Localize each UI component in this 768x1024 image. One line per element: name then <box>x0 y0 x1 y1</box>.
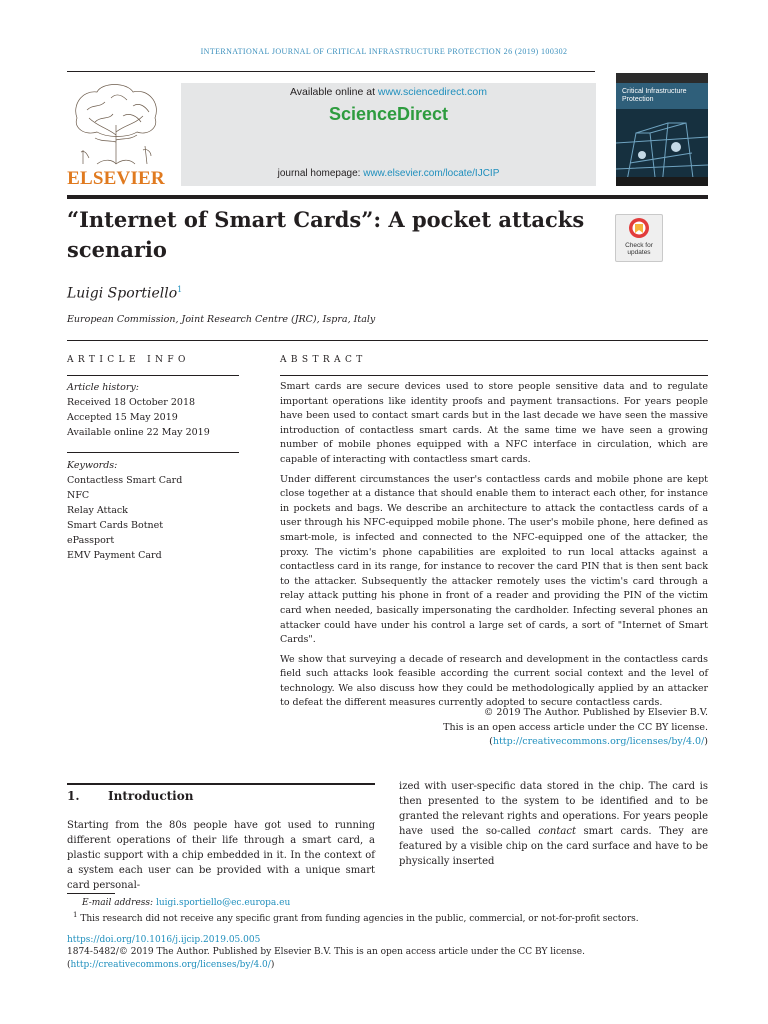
elsevier-tree-icon <box>67 80 165 166</box>
check-updates-icon <box>616 215 662 243</box>
sciencedirect-link[interactable]: www.sciencedirect.com <box>377 86 488 98</box>
elsevier-wordmark: ELSEVIER <box>67 168 165 189</box>
abstract-body <box>280 380 708 716</box>
rights-license-link[interactable]: http://creativecommons.org/licenses/by/4.0/ <box>70 960 271 970</box>
keywords-label: Keywords: <box>67 460 118 471</box>
keyword-item: EMV Payment Card <box>67 550 162 561</box>
history-accepted: Accepted 15 May 2019 <box>67 412 178 423</box>
license-line-3 <box>280 735 708 750</box>
info-rule-2 <box>67 452 239 453</box>
license-line-1: © 2019 The Author. Published by Elsevier B.V. <box>483 707 708 718</box>
info-rule <box>67 375 239 376</box>
footnote-rule <box>67 893 115 894</box>
keyword-item: Smart Cards Botnet <box>67 520 164 531</box>
check-for-updates-button[interactable] <box>615 214 663 262</box>
check-updates-label: Check for updates <box>625 242 653 256</box>
author-text: Luigi Sportiello <box>67 285 178 302</box>
keyword-item: Contactless Smart Card <box>67 475 183 486</box>
keyword-item: NFC <box>67 490 90 501</box>
license-line-2: This is an open access article under the CC BY license. <box>443 721 708 733</box>
article-info-heading: ARTICLE INFO <box>67 355 190 365</box>
abstract-paragraph-3: We show that surveying a decade of research and development in the contactless cards field such attacks look feasible according the current social context and the level of technology. We also discuss how they could be methodologically applied by an attacker to defeat the different measures currently adopted to secure contactless cards. <box>280 653 708 709</box>
license-link[interactable]: http://creativecommons.org/licenses/by/4.0/ <box>492 736 705 748</box>
rights-license-line <box>67 960 274 970</box>
cover-title: Critical Infrastructure Protection <box>622 88 687 103</box>
title-line-1: “Internet of Smart Cards”: A pocket attacks <box>67 207 585 232</box>
paren-close: ) <box>704 736 708 748</box>
journal-homepage-line <box>181 168 596 179</box>
journal-cover-image[interactable] <box>616 73 708 186</box>
article-history <box>67 380 242 440</box>
footnote-mark: 1 <box>73 911 78 919</box>
abstract-paragraph-1: Smart cards are secure devices used to store people sensitive data and to regulate important operations like identity proofs and payment transactions. For years people have been used to contact smart cards but in the last decade we have seen the massive introduction of contactless smart cards. At the same time we have seen a growing number of mobile phones equipped with a NFC interface in circulation, which are capable of interacting with contactless smart cards. <box>280 381 708 465</box>
intro-rule <box>67 783 375 785</box>
abstract-heading: ABSTRACT <box>280 355 367 365</box>
email-link[interactable]: luigi.sportiello@ec.europa.eu <box>155 898 291 908</box>
keyword-item: ePassport <box>67 535 115 546</box>
footnote-1 <box>73 911 639 924</box>
section-title: Introduction <box>108 789 194 803</box>
paren-open: ( <box>67 960 71 970</box>
header-thick-rule <box>67 195 708 199</box>
author-footnote-mark[interactable]: 1 <box>177 285 183 294</box>
available-online-line <box>181 86 596 98</box>
sciencedirect-logo[interactable]: ScienceDirect <box>328 104 449 124</box>
history-label: Article history: <box>67 382 139 393</box>
available-prefix: Available online at <box>289 86 378 98</box>
article-title <box>67 205 587 265</box>
section-number: 1. <box>67 789 80 803</box>
paren-open: ( <box>489 736 493 748</box>
paren-close: ) <box>270 960 275 970</box>
journal-homepage-link[interactable]: www.elsevier.com/locate/IJCIP <box>363 168 500 179</box>
header-rule <box>67 71 595 72</box>
intro-text-a: ized with user-specific data stored in the chip. The card is then presented to the system to be identified and to be granted the relevant rights and operations. For years people have used the so-called <box>399 781 708 837</box>
footnote-text: This research did not receive any specific grant from funding agencies in the public, commercial, or not-for-profit sectors. <box>80 914 639 924</box>
author-name <box>67 285 182 302</box>
abstract-paragraph-2: Under different circumstances the user's contactless cards and mobile phone are kept close together at a distance that should enable them to interact each other, for instance in pockets and bags. We describe an architecture to attack the contactless cards of a user through his NFC-equipped mobile phone. The user's mobile phone, here defined as smart-mole, is infected and connected to the NFC-equipped one of the attacker, the proxy. The victim's phone capabilities are exploited to run local attacks against a contactless card in its range, for instance to recover the card PIN that is then sent back to the attacker. Subsequently the attacker remotely uses the victim's card through a relay attack putting his phone in front of a reader and providing the PIN of the victim card when needed, basically impersonating the cardholder. Infecting several phones an attacker could have under his control a large set of cards, a sort of "Internet of Smart Cards". <box>280 473 708 646</box>
section-rule <box>67 340 708 341</box>
intro-text-italic: contact <box>538 826 576 837</box>
intro-column-2 <box>399 779 708 869</box>
doi-link[interactable]: https://doi.org/10.1016/j.ijcip.2019.05.005 <box>67 935 261 945</box>
intro-column-1: Starting from the 80s people have got used to running different operations of their life through a smart card, a plastic support with a chip embedded in it. In the context of a system each user can be provided with a unique smart card personal- <box>67 820 375 891</box>
intro-text-b: smart cards. They are featured by a visible chip on the card surface and have to be physically inserted <box>399 826 709 867</box>
rights-statement: 1874-5482/© 2019 The Author. Published by Elsevier B.V. This is an open access article under the CC BY license. <box>67 947 585 957</box>
introduction-heading <box>67 789 193 803</box>
keywords-list <box>67 458 242 563</box>
history-received: Received 18 October 2018 <box>67 397 196 408</box>
license-statement <box>280 706 708 750</box>
history-online: Available online 22 May 2019 <box>67 427 210 438</box>
abstract-rule <box>280 375 708 376</box>
footnote-email <box>82 898 290 908</box>
title-line-2: scenario <box>67 237 167 262</box>
author-affiliation: European Commission, Joint Research Centre (JRC), Ispra, Italy <box>67 314 376 325</box>
email-label: E-mail address: <box>82 898 156 908</box>
homepage-prefix: journal homepage: <box>277 168 364 179</box>
journal-running-header: INTERNATIONAL JOURNAL OF CRITICAL INFRASTRUCTURE PROTECTION 26 (2019) 100302 <box>200 47 568 56</box>
keyword-item: Relay Attack <box>67 505 128 516</box>
